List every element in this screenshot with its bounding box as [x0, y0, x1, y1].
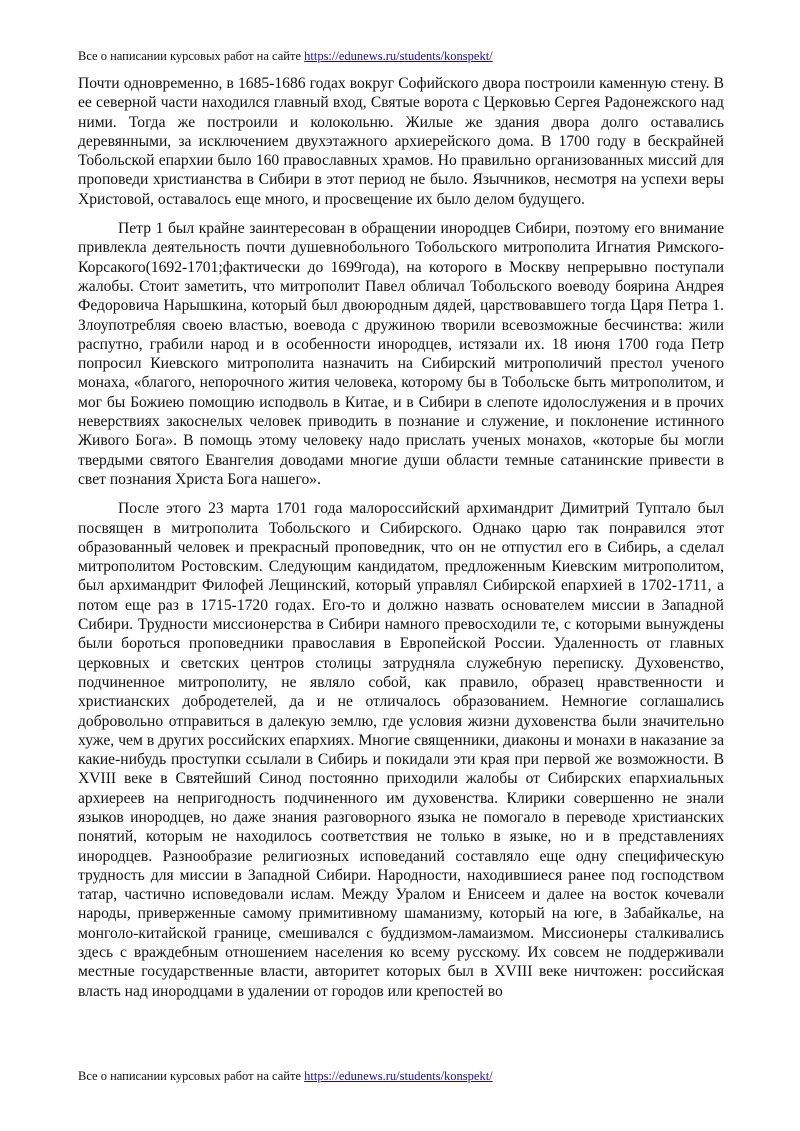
paragraph-3: После этого 23 марта 1701 года малороссийский архимандрит Димитрий Туптало был посвящен в митрополита Тобольского и Сибирского. Однако царю так понравился этот образованный человек и прекрасный проповедник, что он не отпустил его в Сибирь, а сделал митрополитом Ростовским. Следующим кандидатом, предложенным Киевским митрополитом, был архимандрит Филофей Лещинский, который управлял Сибирской епархией в 1702-1711, а потом еще раз в 1715-1720 годах. Его-то и должно назвать основателем миссии в Западной Сибири. Трудности миссионерства в Сибири намного превосходили те, с которыми вынуждены были бороться проповедники православия в Европейской России. Удаленность от главных церковных и светских центров столицы затрудняла служебную переписку. Духовенство, подчиненное митрополиту, не являло собой, как правило, образец нравственности и христианских добродетелей, да и не отличалось образованием. Немногие соглашались добровольно отправиться в далекую землю, где условия жизни духовенства были значительно хуже, чем в других российских епархиях. Многие священники, диаконы и монахи в наказание за какие-нибудь проступки ссылали в Сибирь и покидали эти края при первой же возможности. В XVIII веке в Святейший Синод постоянно приходили жалобы от Сибирских епархиальных архиереев на непригодность подчиненного им духовенства. Клирики совершенно не знали языков инородцев, но даже знания разговорного языка не помогало в переводе христианских понятий, которым не находилось соответствия не только в языке, но и в представлениях инородцев. Разнообразие религиозных исповеданий составляло еще одну специфическую трудность для миссии в Западной Сибири. Народности, находившиеся ранее под господством татар, частично исповедовали ислам. Между Уралом и Енисеем и далее на восток кочевали народы, приверженные самому примитивному шаманизму, который на юге, в Забайкалье, на монголо-китайской границе, смешивался с буддизмом-ламаизмом. Миссионеры сталкивались здесь с враждебным отношением населения ко всему русскому. Их совсем не поддерживали местные государственные власти, авторитет которых был в XVIII веке ничтожен: российская власть над инородцами в удалении от городов или крепостей во: [78, 500, 724, 1000]
footer-link[interactable]: https://edunews.ru/students/konspekt/: [304, 1069, 493, 1083]
paragraph-2: Петр 1 был крайне заинтересован в обращении инородцев Сибири, поэтому его внимание привлекла деятельность почти душевнобольного Тобольского митрополита Игнатия Римского-Корсакого(1692-1701;фактически до 1699года), на которого в Москву непрерывно поступали жалобы. Стоит заметить, что митрополит Павел обличал Тобольского воеводу боярина Андрея Федоровича Нарышкина, который был двоюродным дядей, царствовавшего тогда Царя Петра 1. Злоупотребляя своею властью, воевода с дружиною творили всевозможные бесчинства: жили распутно, грабили народ и в особенности инородцев, истязали их. 18 июня 1700 года Петр попросил Киевского митрополита назначить на Сибирский митрополичий престол ученого монаха, «благого, непорочного жития человека, которому бы в Тобольске быть митрополитом, и мог бы Божиею помощию исподволь в Китае, и в Сибири в слепоте идолослужения и в прочих неверствиях закоснелых человек приводить в познание и служение, и поклонение истинного Живого Бога». В помощь этому человеку надо прислать ученых монахов, «которые бы могли твердыми святого Евангелия доводами многие души области темные сатанинские привести в свет познания Христа Бога нашего».: [78, 220, 724, 488]
footer-text: Все о написании курсовых работ на сайте: [78, 1069, 305, 1083]
header-link[interactable]: https://edunews.ru/students/konspekt/: [304, 49, 493, 63]
paragraph-1: Почти одновременно, в 1685-1686 годах вокруг Софийского двора построили каменную стену. В ее северной части находился главный вход, Святые ворота с Церковью Сергея Радонежского над ними. Тогда же построили и колокольню. Жилые же здания двора долго оставались деревянными, за исключением двухэтажного архиерейского дома. В 1700 году в бескрайней Тобольской епархии было 160 православных храмов. Но правильно организованных миссий для проповеди христианства в Сибири в этот период не было. Язычников, несмотря на успехи веры Христовой, оставалось еще много, и просвещение их было делом будущего.: [78, 75, 724, 208]
page-header: [78, 48, 738, 64]
page-footer: [78, 1068, 738, 1084]
header-text: Все о написании курсовых работ на сайте: [78, 49, 305, 63]
document-body: [78, 74, 724, 1011]
